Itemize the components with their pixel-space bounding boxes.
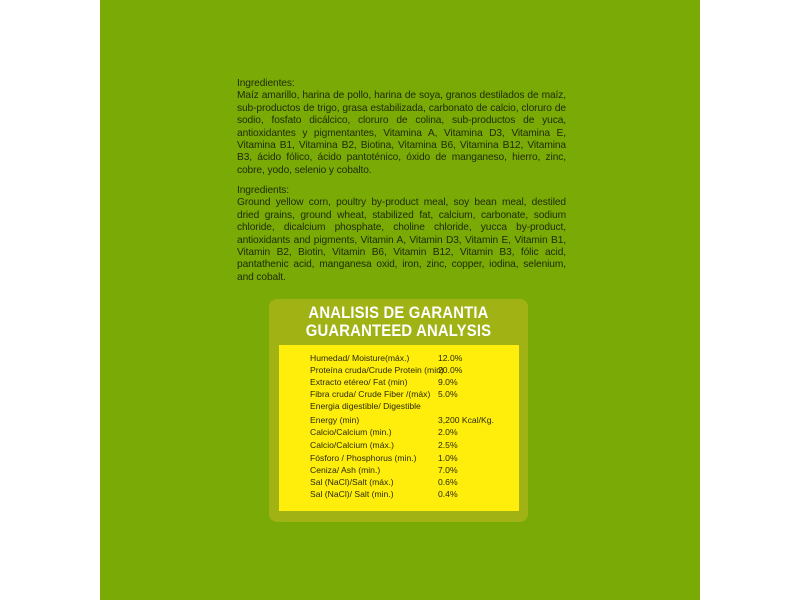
ingredients-spanish-text: Maíz amarillo, harina de pollo, harina de soya, granos destilados de maíz, sub-productos de trigo, grasa estabilizada, carbonato de calcio, cloruro de sodio, fosfato dicálcico, cloruro de colina, sub-productos de yuca, antioxidantes y pigmentantes, Vitamina A, Vitamina D3, Vitamina E, Vitamina B1, Vitamina B2, Biotina, Vitamina B6, Vitamina B12, Vitamina B3, ácido fólico, ácido pantoténico, óxido de manganeso, hierro, zinc, cobre, yodo, selenio y cobalto. (237, 90, 566, 176)
analysis-row-label: Fósforo / Phosphorus (min.) (310, 453, 417, 463)
analysis-row (310, 464, 515, 476)
analysis-row-label: Humedad/ Moisture(máx.) (310, 353, 410, 363)
ingredients-english-heading: Ingredients: (237, 185, 290, 196)
analysis-row-value: 2.5% (438, 440, 458, 450)
analysis-row-label: Energy (min) (310, 415, 360, 425)
analysis-row-value: 5.0% (438, 389, 458, 399)
analysis-row-value: 2.0% (438, 427, 458, 437)
analysis-row-label: Fibra cruda/ Crude Fiber /(máx) (310, 389, 431, 399)
analysis-row-value: 0.6% (438, 477, 458, 487)
analysis-row-value: 20.0% (438, 365, 463, 375)
analysis-row-label: Energia digestible/ Digestible (310, 401, 421, 411)
ingredients-spanish-heading: Ingredientes: (237, 78, 295, 89)
analysis-title-en: GUARANTEED ANALYSIS (305, 322, 492, 340)
analysis-row-label: Calcio/Calcium (min.) (310, 427, 392, 437)
analysis-row-label: Sal (NaCl)/ Salt (min.) (310, 489, 394, 499)
analysis-row-value: 0.4% (438, 489, 458, 499)
analysis-row-value: 7.0% (438, 465, 458, 475)
analysis-row (310, 414, 515, 426)
analysis-row-label: Calcio/Calcium (máx.) (310, 440, 395, 450)
analysis-row (310, 452, 515, 464)
analysis-row-value: 3,200 Kcal/Kg. (438, 415, 494, 425)
analysis-row (310, 400, 515, 412)
analysis-row (310, 476, 515, 488)
analysis-row (310, 388, 515, 400)
ingredients-english-text: Ground yellow corn, poultry by-product meal, soy bean meal, destiled dried grains, ground wheat, stabilized fat, calcium, carbonate, sodium chloride, dicalcium phosphate, choline chloride, yucca by-product, antioxidants and pigments, Vitamin A, Vitamin D3, Vitamin E, Vitamin B1, Vitamin B2, Biotin, Vitamin B6, Vitamin B12, Vitamin B3, fólic acid, pantathenic acid, manganesa oxid, iron, zinc, copper, iodina, selenium, and cobalt. (237, 197, 566, 283)
analysis-row-value: 1.0% (438, 453, 458, 463)
analysis-row (310, 364, 515, 376)
analysis-row (310, 488, 515, 500)
analysis-row (310, 439, 515, 451)
analysis-row-label: Sal (NaCl)/Salt (máx.) (310, 477, 394, 487)
analysis-title-es: ANALISIS DE GARANTIA (308, 304, 489, 322)
analysis-row-label: Proteína cruda/Crude Protein (min) (310, 365, 444, 375)
analysis-row (310, 376, 515, 388)
analysis-row (310, 352, 515, 364)
analysis-row-label: Ceniza/ Ash (min.) (310, 465, 381, 475)
ingredients-spanish (237, 78, 566, 177)
analysis-row-label: Extracto etéreo/ Fat (min) (310, 377, 408, 387)
analysis-row-value: 9.0% (438, 377, 458, 387)
analysis-row (310, 426, 515, 438)
ingredients-english (237, 185, 566, 284)
analysis-row-value: 12.0% (438, 353, 463, 363)
analysis-title (282, 304, 515, 340)
